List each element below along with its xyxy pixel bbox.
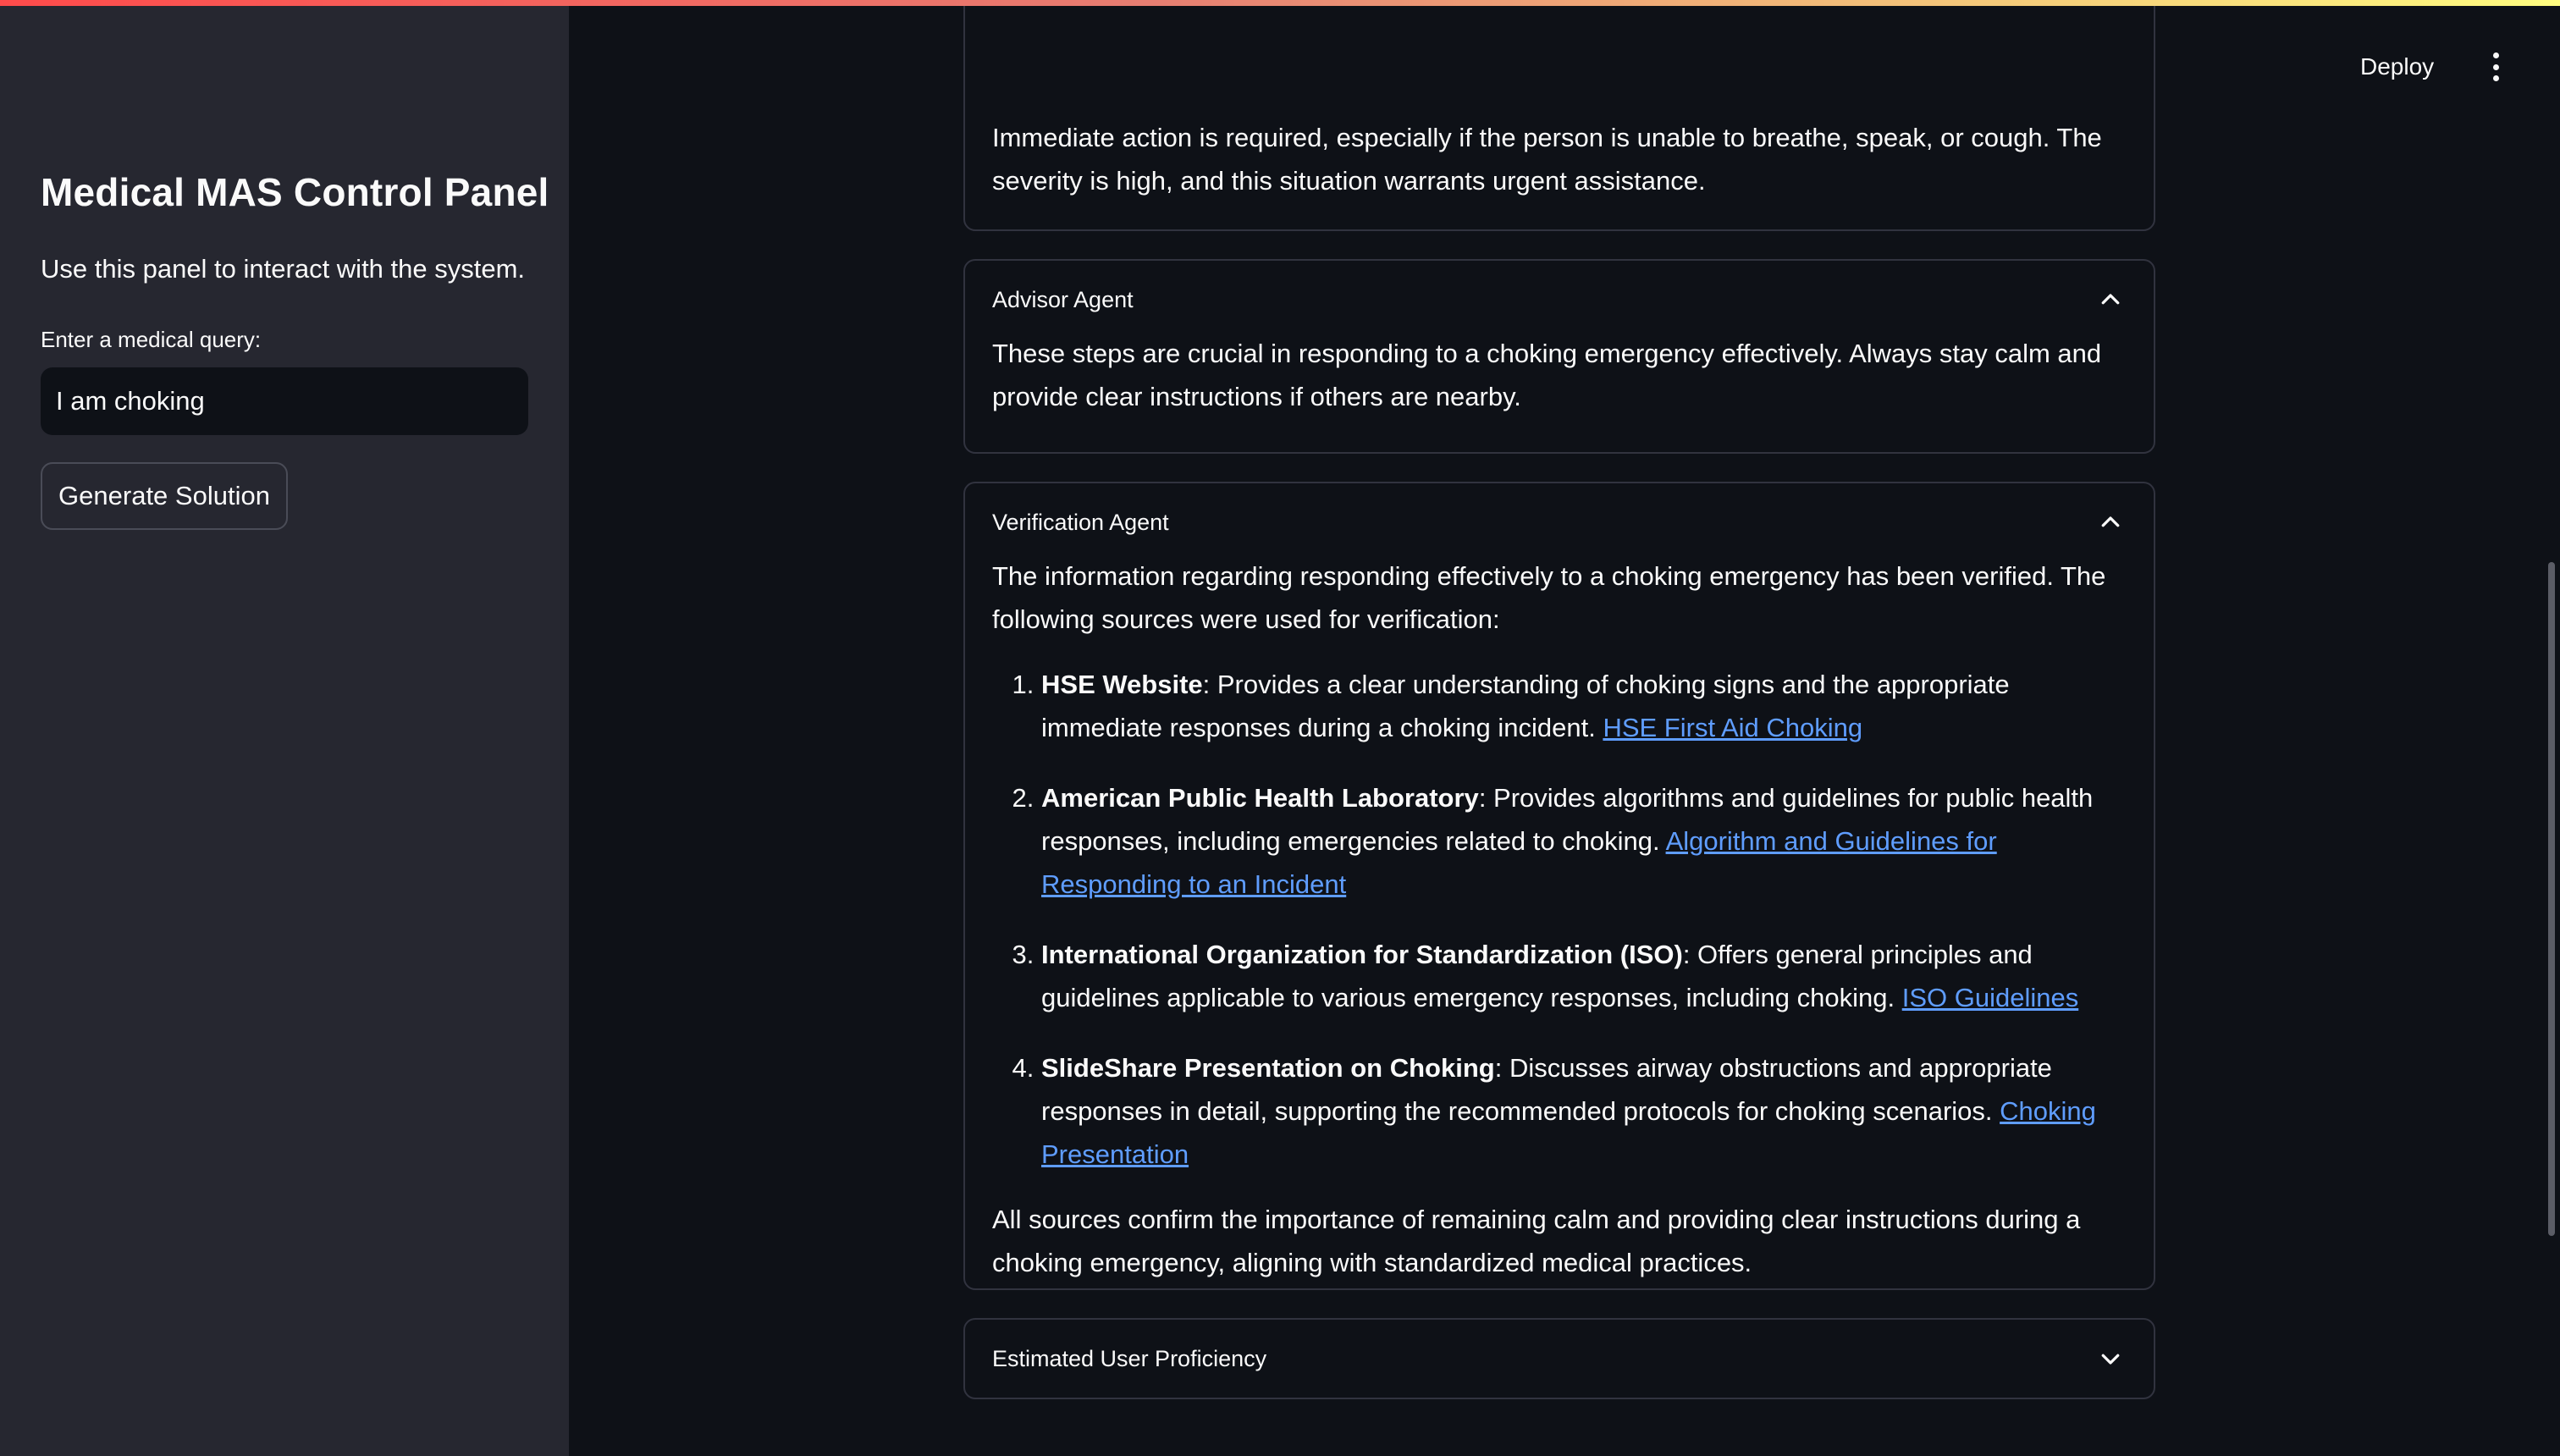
advisor-agent-text: These steps are crucial in responding to a choking emergency effectively. Always stay calm and provide clear instructions if others are nearby. [992,339,2102,411]
severity-text: Immediate action is required, especially if the person is unable to breathe, speak, or cough. The severity is high, and this situation warrants urgent assistance. [992,123,2102,196]
vertical-scrollbar[interactable] [2548,562,2555,1236]
medical-query-input[interactable] [41,367,528,435]
verification-agent-title: Verification Agent [992,509,1169,535]
query-label: Enter a medical query: [41,327,262,352]
severity-agent-card [963,0,2155,231]
source-name: American Public Health Laboratory [1041,783,1479,813]
verification-intro: The information regarding responding effectively to a choking emergency has been verified. The following sources were used for verification: [992,561,2106,634]
sidebar-title: Medical MAS Control Panel [41,170,549,214]
chevron-up-icon [2098,287,2123,312]
source-description: : Discusses airway obstructions and appropriate responses in detail, supporting the recommended protocols for choking scenarios. [1041,1053,2052,1126]
source-description: : Provides algorithms and guidelines for public health responses, including emergencies related to choking. [1041,783,2094,856]
sidebar-description: Use this panel to interact with the system. [41,254,526,284]
verification-agent-expander [963,482,2155,1290]
user-proficiency-expander [963,1318,2155,1399]
advisor-agent-expander [963,259,2155,454]
list-item [1041,663,2127,749]
source-link[interactable]: HSE First Aid Choking [1603,713,1863,742]
sidebar [0,0,569,1456]
advisor-agent-header[interactable] [965,261,2154,339]
source-link[interactable]: Algorithm and Guidelines for Responding to an Incident [1041,826,1997,899]
source-link[interactable]: Choking Presentation [1041,1096,2096,1169]
chevron-up-icon [2098,510,2123,535]
list-item [1041,776,2127,906]
top-decoration-bar [0,0,2560,6]
source-description: : Provides a clear understanding of choking signs and the appropriate immediate responses during a choking incident. [1041,670,2010,742]
chevron-down-icon [2098,1346,2123,1371]
sources-list [992,663,2127,1176]
source-link[interactable]: ISO Guidelines [1901,983,2079,1012]
verification-conclusion: All sources confirm the importance of remaining calm and providing clear instructions during a choking emergency, aligning with standardized medical practices. [992,1205,2081,1277]
deploy-button[interactable]: Deploy [2360,53,2435,80]
list-item [1041,933,2127,1019]
source-name: International Organization for Standardization (ISO) [1041,940,1683,969]
main-content [569,0,2560,1456]
source-name: SlideShare Presentation on Choking [1041,1053,1495,1083]
verification-agent-header[interactable] [965,483,2154,561]
user-proficiency-header[interactable] [965,1320,2154,1398]
advisor-agent-title: Advisor Agent [992,286,1134,312]
source-description: : Offers general principles and guidelines applicable to various emergency responses, including choking. [1041,940,2033,1012]
user-proficiency-title: Estimated User Proficiency [992,1345,1267,1371]
source-name: HSE Website [1041,670,1203,699]
list-item [1041,1046,2127,1176]
generate-solution-button[interactable]: Generate Solution [41,462,288,530]
